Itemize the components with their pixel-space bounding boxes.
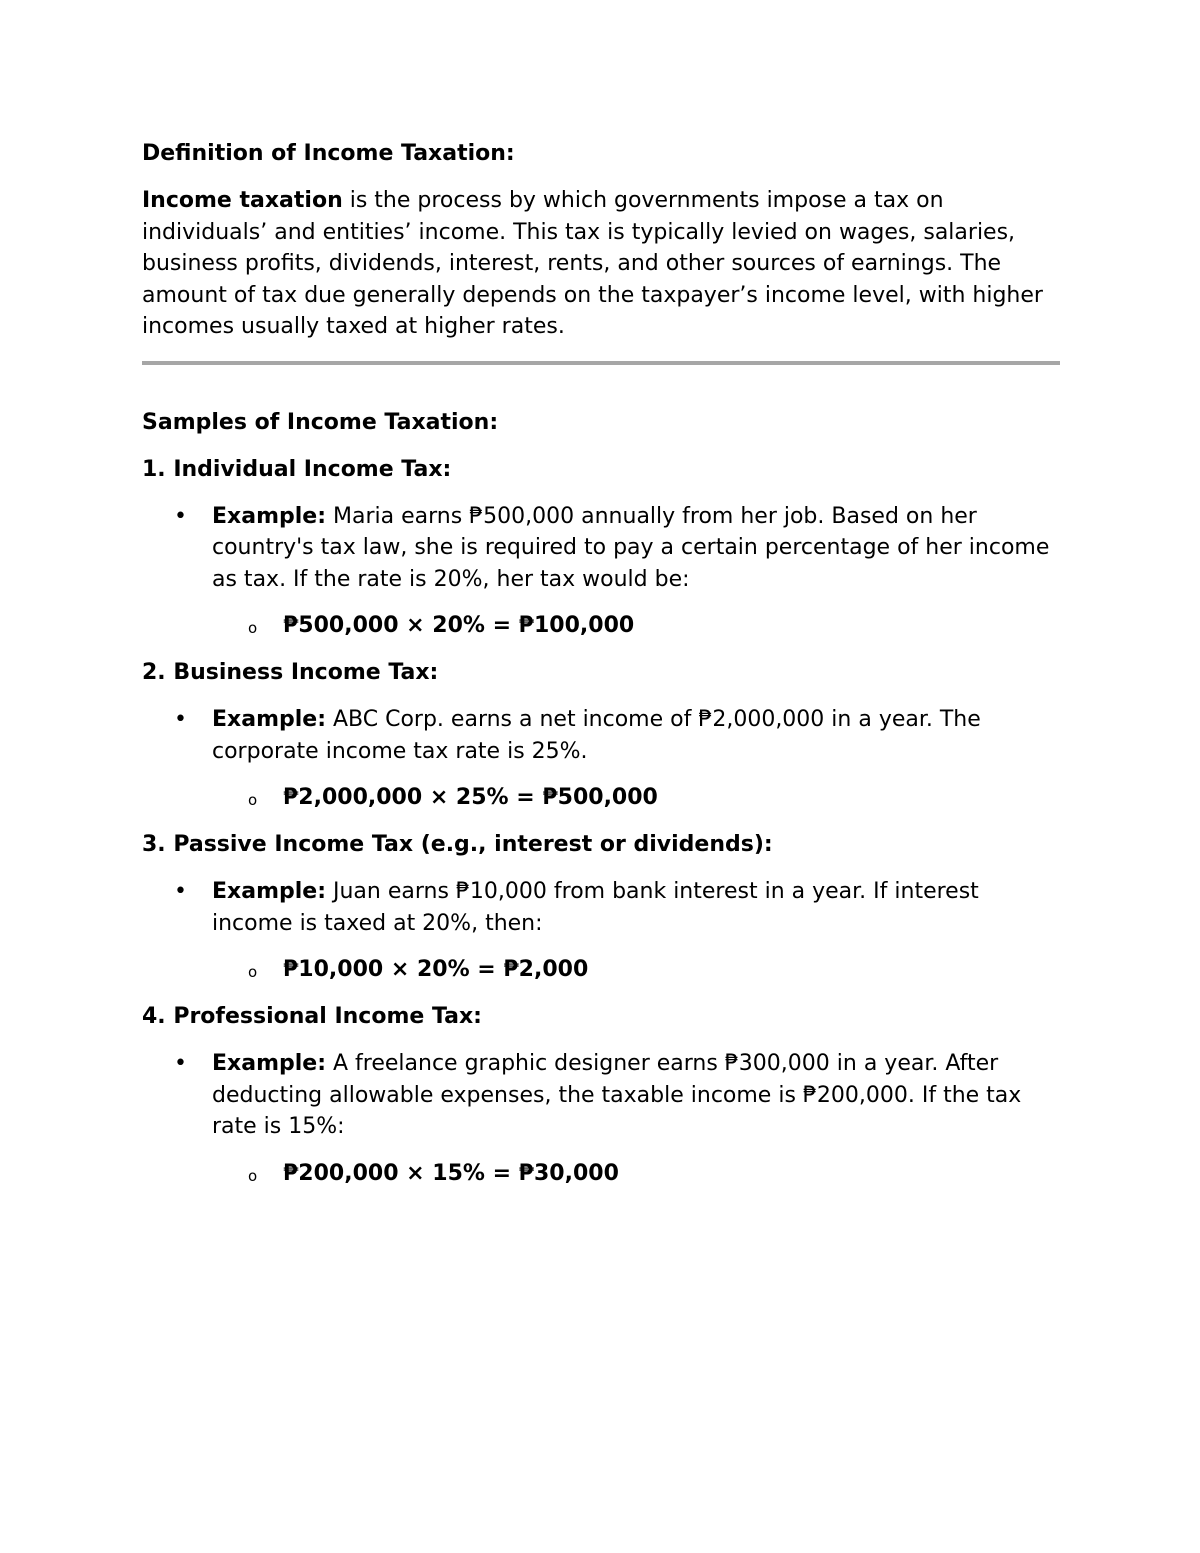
formula-item xyxy=(142,610,1060,642)
formula-text: ₱500,000 × 20% = ₱100,000 xyxy=(283,613,635,638)
section-title: 3. Passive Income Tax (e.g., interest or dividends): xyxy=(142,832,773,857)
example-label: Example: xyxy=(212,879,326,904)
horizontal-divider xyxy=(142,361,1060,365)
sample-section-business xyxy=(142,657,1060,814)
definition-term: Income taxation xyxy=(142,188,343,213)
example-label: Example: xyxy=(212,1051,326,1076)
example-item xyxy=(142,704,1060,767)
bullet-icon: • xyxy=(174,879,187,904)
section-title: 1. Individual Income Tax: xyxy=(142,456,452,482)
example-label: Example: xyxy=(212,707,326,732)
document-page xyxy=(142,138,1060,1190)
sub-bullet-icon: o xyxy=(248,1166,258,1185)
example-label: Example: xyxy=(212,503,326,529)
sample-section-individual xyxy=(142,454,1060,643)
sample-section-passive xyxy=(142,829,1060,986)
formula-item xyxy=(142,954,1060,986)
example-text: A freelance graphic designer earns ₱300,000 in a year. After deducting allowable expenses, the taxable income is ₱200,000. If the tax rate is 15%: xyxy=(212,1051,1022,1139)
formula-text: ₱2,000,000 × 25% = ₱500,000 xyxy=(283,785,658,810)
example-text: Juan earns ₱10,000 from bank interest in a year. If interest income is taxed at 20%, then: xyxy=(212,879,979,936)
bullet-icon: • xyxy=(174,503,187,529)
sub-bullet-icon: o xyxy=(248,619,258,637)
sub-bullet-icon: o xyxy=(248,963,258,981)
example-item xyxy=(142,1048,1060,1143)
example-item xyxy=(142,876,1060,939)
bullet-icon: • xyxy=(174,1051,187,1076)
formula-item xyxy=(142,1158,1060,1190)
example-text: Maria earns ₱500,000 annually from her job. Based on her country's tax law, she is required to pay a certain percentage of her income as tax. If the rate is 20%, her tax would be: xyxy=(212,503,1050,592)
bullet-icon: • xyxy=(174,707,187,732)
example-item xyxy=(142,501,1060,596)
formula-text: ₱10,000 × 20% = ₱2,000 xyxy=(283,957,589,982)
definition-paragraph xyxy=(142,185,1060,343)
section-title: 2. Business Income Tax: xyxy=(142,660,439,685)
samples-heading: Samples of Income Taxation: xyxy=(142,409,499,435)
section-title: 4. Professional Income Tax: xyxy=(142,1004,482,1029)
sub-bullet-icon: o xyxy=(248,791,258,809)
formula-text: ₱200,000 × 15% = ₱30,000 xyxy=(283,1160,619,1186)
definition-body: is the process by which governments impose a tax on individuals’ and entities’ income. This tax is typically levied on wages, salaries, business profits, dividends, interest, rents, and other sources of earnings. The amount of tax due generally depends on the taxpayer’s income level, with higher incomes usually taxed at higher rates. xyxy=(142,188,1043,339)
definition-heading: Definition of Income Taxation: xyxy=(142,141,515,166)
example-text: ABC Corp. earns a net income of ₱2,000,000 in a year. The corporate income tax rate is 25%. xyxy=(212,707,981,764)
sample-section-professional xyxy=(142,1001,1060,1190)
formula-item xyxy=(142,782,1060,814)
